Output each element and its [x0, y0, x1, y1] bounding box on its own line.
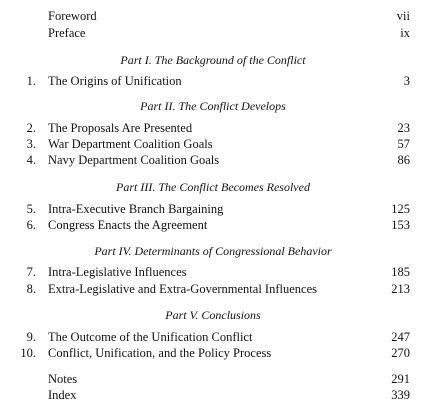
entry-page: 125 [391, 202, 410, 216]
entry-number: 9. [26, 330, 36, 344]
entry-page: 57 [397, 137, 410, 151]
toc-entry-foreword [0, 8, 426, 24]
entry-title: The Proposals Are Presented [48, 121, 193, 135]
entry-number: 10. [20, 346, 36, 360]
part-heading-1: Part I. The Background of the Conflict [120, 53, 306, 67]
toc-entry-preface [0, 25, 426, 41]
entry-number: 6. [26, 218, 36, 232]
toc-entry-chapter-7 [0, 264, 426, 280]
entry-title: War Department Coalition Goals [48, 137, 213, 151]
entry-title: Conflict, Unification, and the Policy Process [48, 346, 272, 360]
entry-title: Intra-Legislative Influences [48, 265, 187, 279]
entry-number: 4. [26, 153, 36, 167]
part-heading-2: Part II. The Conflict Develops [140, 99, 286, 113]
entry-page: 270 [391, 346, 410, 360]
toc-entry-chapter-3 [0, 136, 426, 152]
entry-title: The Outcome of the Unification Conflict [48, 330, 253, 344]
toc-entry-notes [0, 371, 426, 387]
entry-title: Extra-Legislative and Extra-Governmental Influences [48, 282, 317, 296]
entry-number: 1. [26, 74, 36, 88]
entry-page: 247 [391, 330, 410, 344]
toc-entry-chapter-1 [0, 73, 426, 89]
toc-entry-chapter-6 [0, 217, 426, 233]
entry-title: Congress Enacts the Agreement [48, 218, 208, 232]
entry-title: Index [48, 388, 77, 402]
toc-entry-chapter-2 [0, 120, 426, 136]
part-heading-5: Part V. Conclusions [165, 308, 261, 322]
entry-title: Navy Department Coalition Goals [48, 153, 220, 167]
part-heading-4: Part IV. Determinants of Congressional Behavior [94, 244, 332, 258]
entry-title: Intra-Executive Branch Bargaining [48, 202, 224, 216]
entry-number: 2. [26, 121, 36, 135]
entry-title: Preface [48, 26, 86, 40]
entry-number: 5. [26, 202, 36, 216]
entry-page: 185 [391, 265, 410, 279]
part-heading-3: Part III. The Conflict Becomes Resolved [116, 180, 310, 194]
entry-number: 7. [26, 265, 36, 279]
entry-number: 3. [26, 137, 36, 151]
entry-page: vii [396, 9, 410, 23]
toc-entry-chapter-9 [0, 329, 426, 345]
entry-title: Notes [48, 372, 78, 386]
entry-page: ix [400, 26, 410, 40]
toc-entry-index [0, 387, 426, 403]
entry-page: 23 [397, 121, 410, 135]
toc-entry-chapter-10 [0, 345, 426, 361]
entry-title: The Origins of Unification [48, 74, 182, 88]
entry-page: 3 [403, 74, 410, 88]
entry-page: 153 [391, 218, 410, 232]
entry-page: 339 [391, 388, 410, 402]
entry-page: 291 [391, 372, 410, 386]
entry-page: 213 [391, 282, 410, 296]
toc-entry-chapter-5 [0, 201, 426, 217]
entry-title: Foreword [48, 9, 97, 23]
toc-entry-chapter-8 [0, 281, 426, 297]
toc-entry-chapter-4 [0, 152, 426, 168]
entry-page: 86 [397, 153, 410, 167]
entry-number: 8. [26, 282, 36, 296]
